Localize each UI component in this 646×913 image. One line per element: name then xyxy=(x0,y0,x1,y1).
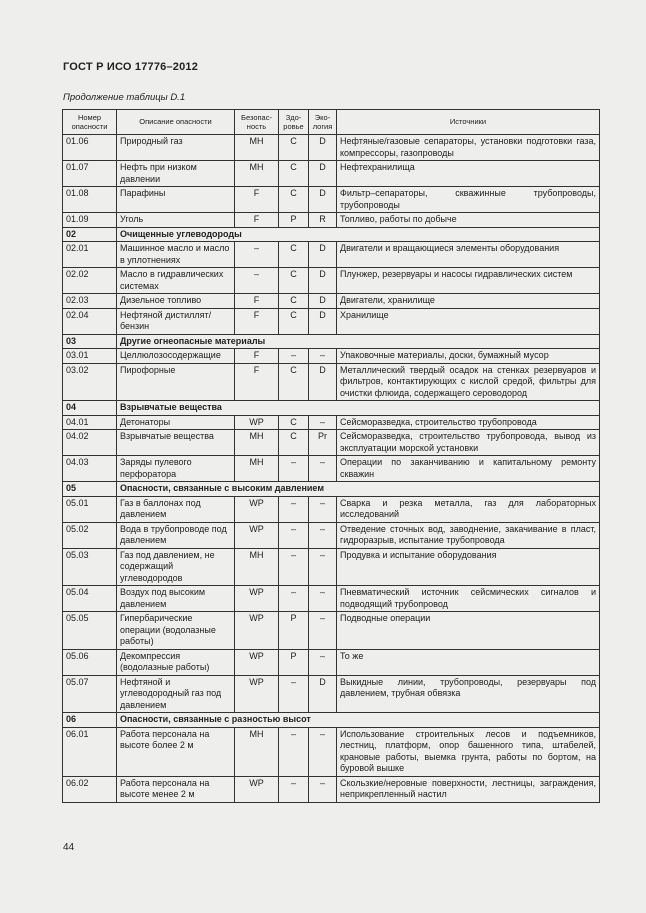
table-row xyxy=(63,776,600,802)
ecology-cell: D xyxy=(309,161,337,187)
sources-cell: Плунжер, резервуары и насосы гидравлических систем xyxy=(337,268,600,294)
hazard-number: 03.01 xyxy=(63,349,117,364)
sources-cell: Двигатели и вращающиеся элементы оборудования xyxy=(337,242,600,268)
sources-cell: Нефтяные/газовые сепараторы, установки подготовки газа, компрессоры, газопроводы xyxy=(337,135,600,161)
health-cell: – xyxy=(279,456,309,482)
table-row xyxy=(63,242,600,268)
ecology-cell: D xyxy=(309,242,337,268)
health-cell: P xyxy=(279,649,309,675)
table-row xyxy=(63,727,600,776)
health-cell: C xyxy=(279,430,309,456)
health-cell: C xyxy=(279,187,309,213)
table-row xyxy=(63,349,600,364)
section-number: 05 xyxy=(63,482,117,497)
safety-cell: F xyxy=(235,294,279,309)
ecology-cell: – xyxy=(309,496,337,522)
health-cell: C xyxy=(279,161,309,187)
hazard-description: Детонаторы xyxy=(117,415,235,430)
safety-cell: WP xyxy=(235,586,279,612)
ecology-cell: – xyxy=(309,349,337,364)
table-row xyxy=(63,308,600,334)
safety-cell: WP xyxy=(235,649,279,675)
table-body xyxy=(63,135,600,803)
sources-cell: Металлический твердый осадок на стенках резервуаров и фильтров, контактирующих с кислой средой, фильтры для очистки флюида, содержащего сероводород xyxy=(337,363,600,401)
hazard-description: Работа персонала на высоте более 2 м xyxy=(117,727,235,776)
table-row xyxy=(63,522,600,548)
table-row xyxy=(63,268,600,294)
ecology-cell: – xyxy=(309,776,337,802)
sources-cell: Сейсморазведка, строительство трубопровода, вывод из эксплуатации морской установки xyxy=(337,430,600,456)
sources-cell: Отведение сточных вод, заводнение, закачивание в пласт, гидроразрыв, испытание трубопровода xyxy=(337,522,600,548)
ecology-cell: – xyxy=(309,548,337,586)
safety-cell: MH xyxy=(235,430,279,456)
hazard-description: Газ в баллонах под давлением xyxy=(117,496,235,522)
hazard-number: 02.02 xyxy=(63,268,117,294)
hazard-number: 05.03 xyxy=(63,548,117,586)
safety-cell: WP xyxy=(235,522,279,548)
ecology-cell: D xyxy=(309,135,337,161)
sources-cell: Сварка и резка металла, газ для лабораторных исследований xyxy=(337,496,600,522)
header-number: Номер опасности xyxy=(63,110,117,135)
safety-cell: F xyxy=(235,187,279,213)
table-row xyxy=(63,213,600,228)
hazard-number: 02.01 xyxy=(63,242,117,268)
hazard-description: Целлюлозосодержащие xyxy=(117,349,235,364)
page-number: 44 xyxy=(63,842,75,853)
safety-cell: WP xyxy=(235,675,279,713)
hazard-description: Уголь xyxy=(117,213,235,228)
header-health: Здо-ровье xyxy=(279,110,309,135)
hazard-number: 04.02 xyxy=(63,430,117,456)
ecology-cell: – xyxy=(309,727,337,776)
section-row xyxy=(63,334,600,349)
ecology-cell: – xyxy=(309,522,337,548)
sources-cell: Упаковочные материалы, доски, бумажный мусор xyxy=(337,349,600,364)
hazard-description: Машинное масло и масло в уплотнениях xyxy=(117,242,235,268)
ecology-cell: D xyxy=(309,187,337,213)
safety-cell: F xyxy=(235,349,279,364)
sources-cell: Подводные операции xyxy=(337,612,600,650)
health-cell: C xyxy=(279,268,309,294)
section-row xyxy=(63,482,600,497)
safety-cell: F xyxy=(235,363,279,401)
sources-cell: Выкидные линии, трубопроводы, резервуары под давлением, трубная обвязка xyxy=(337,675,600,713)
ecology-cell: D xyxy=(309,363,337,401)
sources-cell: Нефтехранилища xyxy=(337,161,600,187)
document-title: ГОСТ Р ИСО 17776–2012 xyxy=(63,61,199,73)
table-row xyxy=(63,363,600,401)
hazard-number: 03.02 xyxy=(63,363,117,401)
sources-cell: Топливо, работы по добыче xyxy=(337,213,600,228)
hazard-number: 04.03 xyxy=(63,456,117,482)
safety-cell: MH xyxy=(235,727,279,776)
health-cell: C xyxy=(279,308,309,334)
hazard-number: 06.01 xyxy=(63,727,117,776)
health-cell: – xyxy=(279,349,309,364)
health-cell: – xyxy=(279,586,309,612)
table-row xyxy=(63,187,600,213)
hazard-number: 01.07 xyxy=(63,161,117,187)
section-title: Очищенные углеводороды xyxy=(117,227,600,242)
table-row xyxy=(63,294,600,309)
table-row xyxy=(63,675,600,713)
hazard-number: 05.02 xyxy=(63,522,117,548)
hazard-number: 01.06 xyxy=(63,135,117,161)
health-cell: C xyxy=(279,363,309,401)
health-cell: – xyxy=(279,675,309,713)
table-row xyxy=(63,456,600,482)
sources-cell: Двигатели, хранилище xyxy=(337,294,600,309)
hazard-number: 01.09 xyxy=(63,213,117,228)
table-row xyxy=(63,415,600,430)
safety-cell: MH xyxy=(235,135,279,161)
ecology-cell: – xyxy=(309,649,337,675)
hazard-number: 05.01 xyxy=(63,496,117,522)
hazard-description: Декомпрессия (водолазные работы) xyxy=(117,649,235,675)
health-cell: – xyxy=(279,496,309,522)
ecology-cell: D xyxy=(309,675,337,713)
header-sources: Источники xyxy=(337,110,600,135)
section-title: Другие огнеопасные материалы xyxy=(117,334,600,349)
sources-cell: Фильтр–сепараторы, скважинные трубопроводы, трубопроводы xyxy=(337,187,600,213)
hazard-table xyxy=(62,109,600,803)
section-row xyxy=(63,401,600,416)
table-row xyxy=(63,612,600,650)
sources-cell: Скользкие/неровные поверхности, лестницы, заграждения, неприкрепленный настил xyxy=(337,776,600,802)
hazard-number: 01.08 xyxy=(63,187,117,213)
ecology-cell: R xyxy=(309,213,337,228)
hazard-description: Нефтяной дистиллят/бензин xyxy=(117,308,235,334)
section-number: 04 xyxy=(63,401,117,416)
section-number: 03 xyxy=(63,334,117,349)
hazard-number: 05.04 xyxy=(63,586,117,612)
safety-cell: WP xyxy=(235,776,279,802)
header-description: Описание опасности xyxy=(117,110,235,135)
health-cell: C xyxy=(279,294,309,309)
section-title: Опасности, связанные с высоким давлением xyxy=(117,482,600,497)
header-ecology: Эко-логия xyxy=(309,110,337,135)
section-title: Опасности, связанные с разностью высот xyxy=(117,713,600,728)
hazard-description: Нефтяной и углеводородный газ под давлением xyxy=(117,675,235,713)
table-row xyxy=(63,586,600,612)
table-header-row xyxy=(63,110,600,135)
health-cell: C xyxy=(279,415,309,430)
ecology-cell: – xyxy=(309,612,337,650)
hazard-description: Природный газ xyxy=(117,135,235,161)
safety-cell: WP xyxy=(235,612,279,650)
table-row xyxy=(63,430,600,456)
table-row xyxy=(63,161,600,187)
ecology-cell: D xyxy=(309,268,337,294)
hazard-description: Дизельное топливо xyxy=(117,294,235,309)
hazard-description: Гипербарические операции (водолазные работы) xyxy=(117,612,235,650)
table-row xyxy=(63,548,600,586)
safety-cell: MH xyxy=(235,161,279,187)
hazard-number: 05.06 xyxy=(63,649,117,675)
hazard-description: Масло в гидравлических системах xyxy=(117,268,235,294)
ecology-cell: – xyxy=(309,415,337,430)
hazard-description: Вода в трубопроводе под давлением xyxy=(117,522,235,548)
hazard-number: 04.01 xyxy=(63,415,117,430)
sources-cell: Использование строительных лесов и подъемников, лестниц, платформ, опор башенного типа, штабелей, крановые работы, выемка грунта, работы по бортом, на буровой вышке xyxy=(337,727,600,776)
sources-cell: Пневматический источник сейсмических сигналов и подводящий трубопровод xyxy=(337,586,600,612)
sources-cell: Сейсморазведка, строительство трубопровода xyxy=(337,415,600,430)
header-safety: Безопас-ность xyxy=(235,110,279,135)
hazard-number: 02.03 xyxy=(63,294,117,309)
health-cell: – xyxy=(279,727,309,776)
safety-cell: MH xyxy=(235,548,279,586)
hazard-description: Нефть при низком давлении xyxy=(117,161,235,187)
hazard-description: Воздух под высоким давлением xyxy=(117,586,235,612)
hazard-description: Парафины xyxy=(117,187,235,213)
ecology-cell: – xyxy=(309,586,337,612)
section-row xyxy=(63,227,600,242)
section-number: 02 xyxy=(63,227,117,242)
safety-cell: F xyxy=(235,308,279,334)
health-cell: P xyxy=(279,612,309,650)
safety-cell: – xyxy=(235,268,279,294)
hazard-number: 06.02 xyxy=(63,776,117,802)
table-row xyxy=(63,135,600,161)
hazard-number: 02.04 xyxy=(63,308,117,334)
hazard-description: Взрывчатые вещества xyxy=(117,430,235,456)
hazard-description: Работа персонала на высоте менее 2 м xyxy=(117,776,235,802)
ecology-cell: Pr xyxy=(309,430,337,456)
sources-cell: Хранилище xyxy=(337,308,600,334)
safety-cell: – xyxy=(235,242,279,268)
health-cell: – xyxy=(279,776,309,802)
table-caption: Продолжение таблицы D.1 xyxy=(63,92,186,103)
ecology-cell: D xyxy=(309,294,337,309)
hazard-number: 05.07 xyxy=(63,675,117,713)
section-number: 06 xyxy=(63,713,117,728)
hazard-description: Газ под давлением, не содержащий углеводородов xyxy=(117,548,235,586)
safety-cell: WP xyxy=(235,496,279,522)
hazard-description: Пирофорные xyxy=(117,363,235,401)
health-cell: – xyxy=(279,522,309,548)
table-row xyxy=(63,649,600,675)
safety-cell: F xyxy=(235,213,279,228)
safety-cell: WP xyxy=(235,415,279,430)
sources-cell: Продувка и испытание оборудования xyxy=(337,548,600,586)
health-cell: C xyxy=(279,242,309,268)
table-row xyxy=(63,496,600,522)
sources-cell: Операции по заканчиванию и капитальному ремонту скважин xyxy=(337,456,600,482)
ecology-cell: – xyxy=(309,456,337,482)
hazard-number: 05.05 xyxy=(63,612,117,650)
sources-cell: То же xyxy=(337,649,600,675)
safety-cell: MH xyxy=(235,456,279,482)
health-cell: – xyxy=(279,548,309,586)
ecology-cell: D xyxy=(309,308,337,334)
section-title: Взрывчатые вещества xyxy=(117,401,600,416)
section-row xyxy=(63,713,600,728)
health-cell: P xyxy=(279,213,309,228)
health-cell: C xyxy=(279,135,309,161)
hazard-description: Заряды пулевого перфоратора xyxy=(117,456,235,482)
